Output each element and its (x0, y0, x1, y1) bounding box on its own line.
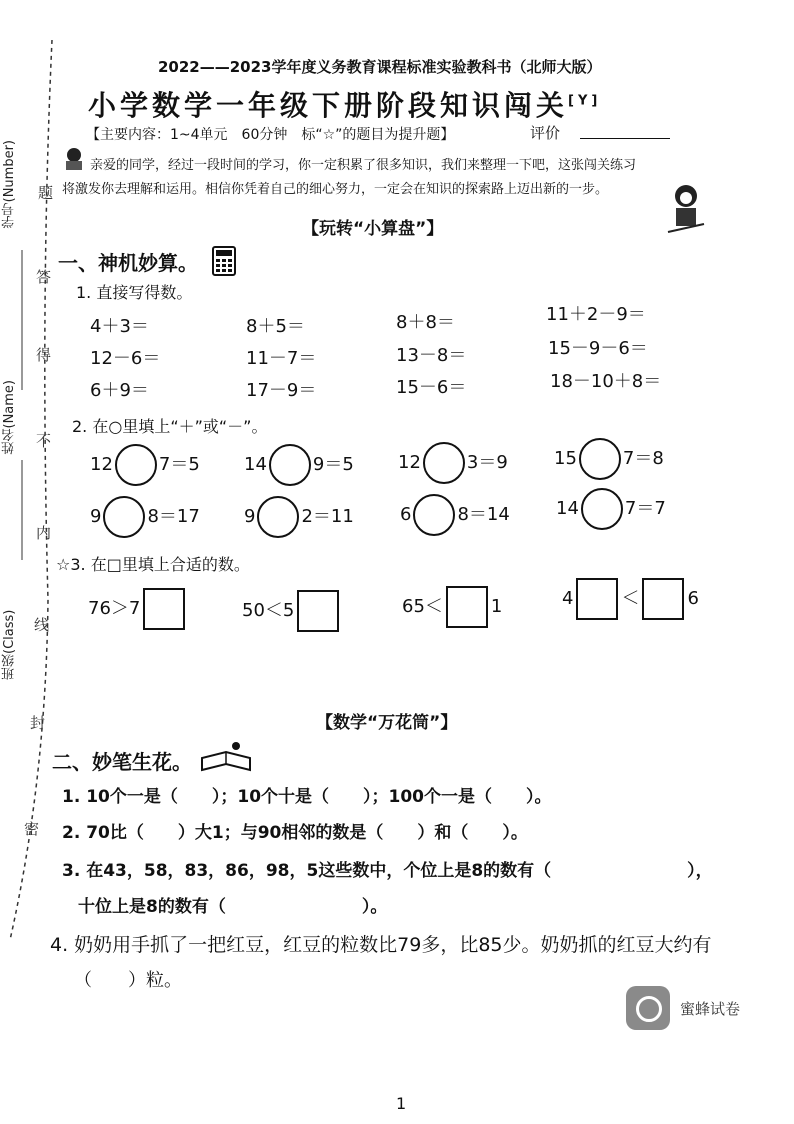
sign-item-right: 8＝14 (457, 504, 510, 525)
sign-item (244, 444, 354, 486)
student-name-label: 姓名(Name) (2, 380, 17, 455)
s2-q4-line2: （ ）粒。 (74, 970, 182, 991)
answer-box[interactable] (642, 578, 684, 620)
calc-item: 11＋2－9＝ (546, 304, 646, 325)
compare-item (562, 578, 699, 620)
s2-q4-line1: 4. 奶奶用手抓了一把红豆，红豆的粒数比79多，比85少。奶奶抓的红豆大约有 (50, 934, 712, 956)
compare-item-text: 50＜5 (242, 600, 295, 621)
calc-item: 6＋9＝ (90, 380, 149, 401)
binding-char: 线 (34, 616, 50, 634)
answer-circle[interactable] (269, 444, 311, 486)
calc-item: 18－10＋8＝ (550, 371, 662, 392)
q1-title: 1. 直接写得数。 (76, 283, 193, 302)
sign-item-left: 12 (90, 454, 113, 475)
sign-item (90, 444, 200, 486)
binding-char: 密 (24, 820, 40, 838)
section-heading-2: 二、妙笔生花。 (52, 750, 192, 774)
evaluation-field[interactable] (580, 138, 670, 139)
page-title-tag: [Y] (568, 93, 602, 109)
sign-item-left: 6 (400, 504, 412, 525)
sign-item-right: 8＝17 (147, 506, 200, 527)
compare-item (242, 590, 342, 632)
answer-box[interactable] (297, 590, 339, 632)
answer-circle[interactable] (579, 438, 621, 480)
sign-item (556, 488, 666, 530)
watermark-text: 蜜蜂试卷 (680, 1000, 741, 1018)
student-class-label: 班级(Class) (2, 609, 17, 680)
q3-title: ☆3. 在□里填上合适的数。 (56, 555, 250, 574)
binding-char: 答 (36, 268, 52, 286)
compare-item-text: 1 (490, 596, 503, 617)
sign-item-right: 9＝5 (312, 454, 354, 475)
sign-item-left: 15 (554, 448, 577, 469)
cartoon-child-icon (664, 182, 708, 238)
calc-item: 17－9＝ (246, 380, 317, 401)
s2-q2: 2. 70比（ ）大1；与90相邻的数是（ ）和（ ）。 (62, 823, 528, 843)
answer-box[interactable] (576, 578, 618, 620)
sign-item-right: 7＝8 (622, 448, 664, 469)
sign-item (400, 494, 510, 536)
calc-item: 8＋5＝ (246, 316, 305, 337)
calc-item: 13－8＝ (396, 345, 467, 366)
answer-circle[interactable] (413, 494, 455, 536)
binding-char: 内 (36, 524, 52, 542)
student-number-label: 学号(Number) (2, 140, 17, 229)
intro-line-1: 亲爱的同学，经过一段时间的学习，你一定积累了很多知识，我们来整理一下吧，这张闯关练习 (90, 158, 637, 173)
answer-box[interactable] (143, 588, 185, 630)
calc-item: 8＋8＝ (396, 312, 455, 333)
answer-box[interactable] (446, 586, 488, 628)
calc-item: 11－7＝ (246, 348, 317, 369)
section-banner-1: 【玩转“小算盘”】 (302, 219, 444, 239)
reading-child-icon (62, 146, 86, 172)
sign-item-right: 2＝11 (301, 506, 354, 527)
answer-circle[interactable] (423, 442, 465, 484)
compare-item-text: 76＞7 (88, 598, 141, 619)
page-title-text: 小学数学一年级下册阶段知识闯关 (88, 89, 569, 122)
intro-line-2: 将激发你去理解和运用。相信你凭着自己的细心努力，一定会在知识的探索路上迈出新的一步。 (62, 182, 609, 197)
evaluation-label: 评价 (530, 124, 561, 142)
exam-info: 【主要内容：1~4单元 60分钟 标“☆”的题目为提升题】 (86, 127, 455, 143)
calc-item: 12－6＝ (90, 348, 161, 369)
answer-circle[interactable] (581, 488, 623, 530)
compare-item (402, 586, 502, 628)
calc-item: 15－9－6＝ (548, 338, 648, 359)
calc-item: 4＋3＝ (90, 316, 149, 337)
page-title (88, 84, 601, 124)
binding-char: 封 (30, 714, 46, 732)
s2-q3-line2: 十位上是8的数有（ ）。 (78, 897, 388, 917)
edition-line: 2022——2023学年度义务教育课程标准实验教科书（北师大版） (158, 58, 602, 76)
bee-logo-icon (626, 986, 670, 1030)
compare-item-text: 6 (687, 588, 699, 609)
section-banner-2: 【数学“万花筒”】 (316, 713, 458, 733)
page-number: 1 (396, 1094, 407, 1113)
compare-item-text: 65＜ (402, 596, 443, 617)
sign-item-right: 7＝7 (624, 498, 666, 519)
sign-item-left: 12 (398, 452, 421, 473)
calculator-icon (212, 246, 236, 276)
binding-char: 题 (38, 184, 54, 202)
s2-q3-line1: 3. 在43，58，83，86，98，5这些数中，个位上是8的数有（ ）， (62, 861, 713, 881)
calc-item: 15－6＝ (396, 377, 467, 398)
answer-circle[interactable] (103, 496, 145, 538)
sign-item-left: 9 (90, 506, 102, 527)
answer-circle[interactable] (115, 444, 157, 486)
sign-item-right: 7＝5 (158, 454, 200, 475)
sign-item-right: 3＝9 (466, 452, 508, 473)
binding-char: 得 (36, 346, 52, 364)
compare-item (88, 588, 188, 630)
sign-item (90, 496, 200, 538)
sign-item (398, 442, 508, 484)
open-book-icon (200, 740, 252, 774)
section-heading-1: 一、神机妙算。 (58, 251, 198, 275)
sign-item (554, 438, 664, 480)
answer-circle[interactable] (257, 496, 299, 538)
q2-title: 2. 在○里填上“＋”或“－”。 (72, 417, 268, 436)
sign-item (244, 496, 354, 538)
sign-item-left: 14 (244, 454, 267, 475)
binding-char: 不 (36, 432, 52, 450)
sign-item-left: 9 (244, 506, 256, 527)
compare-item-text: ＜ (621, 588, 640, 609)
s2-q1: 1. 10个一是（ ）；10个十是（ ）；100个一是（ ）。 (62, 787, 552, 807)
compare-item-text: 4 (562, 588, 574, 609)
sign-item-left: 14 (556, 498, 579, 519)
